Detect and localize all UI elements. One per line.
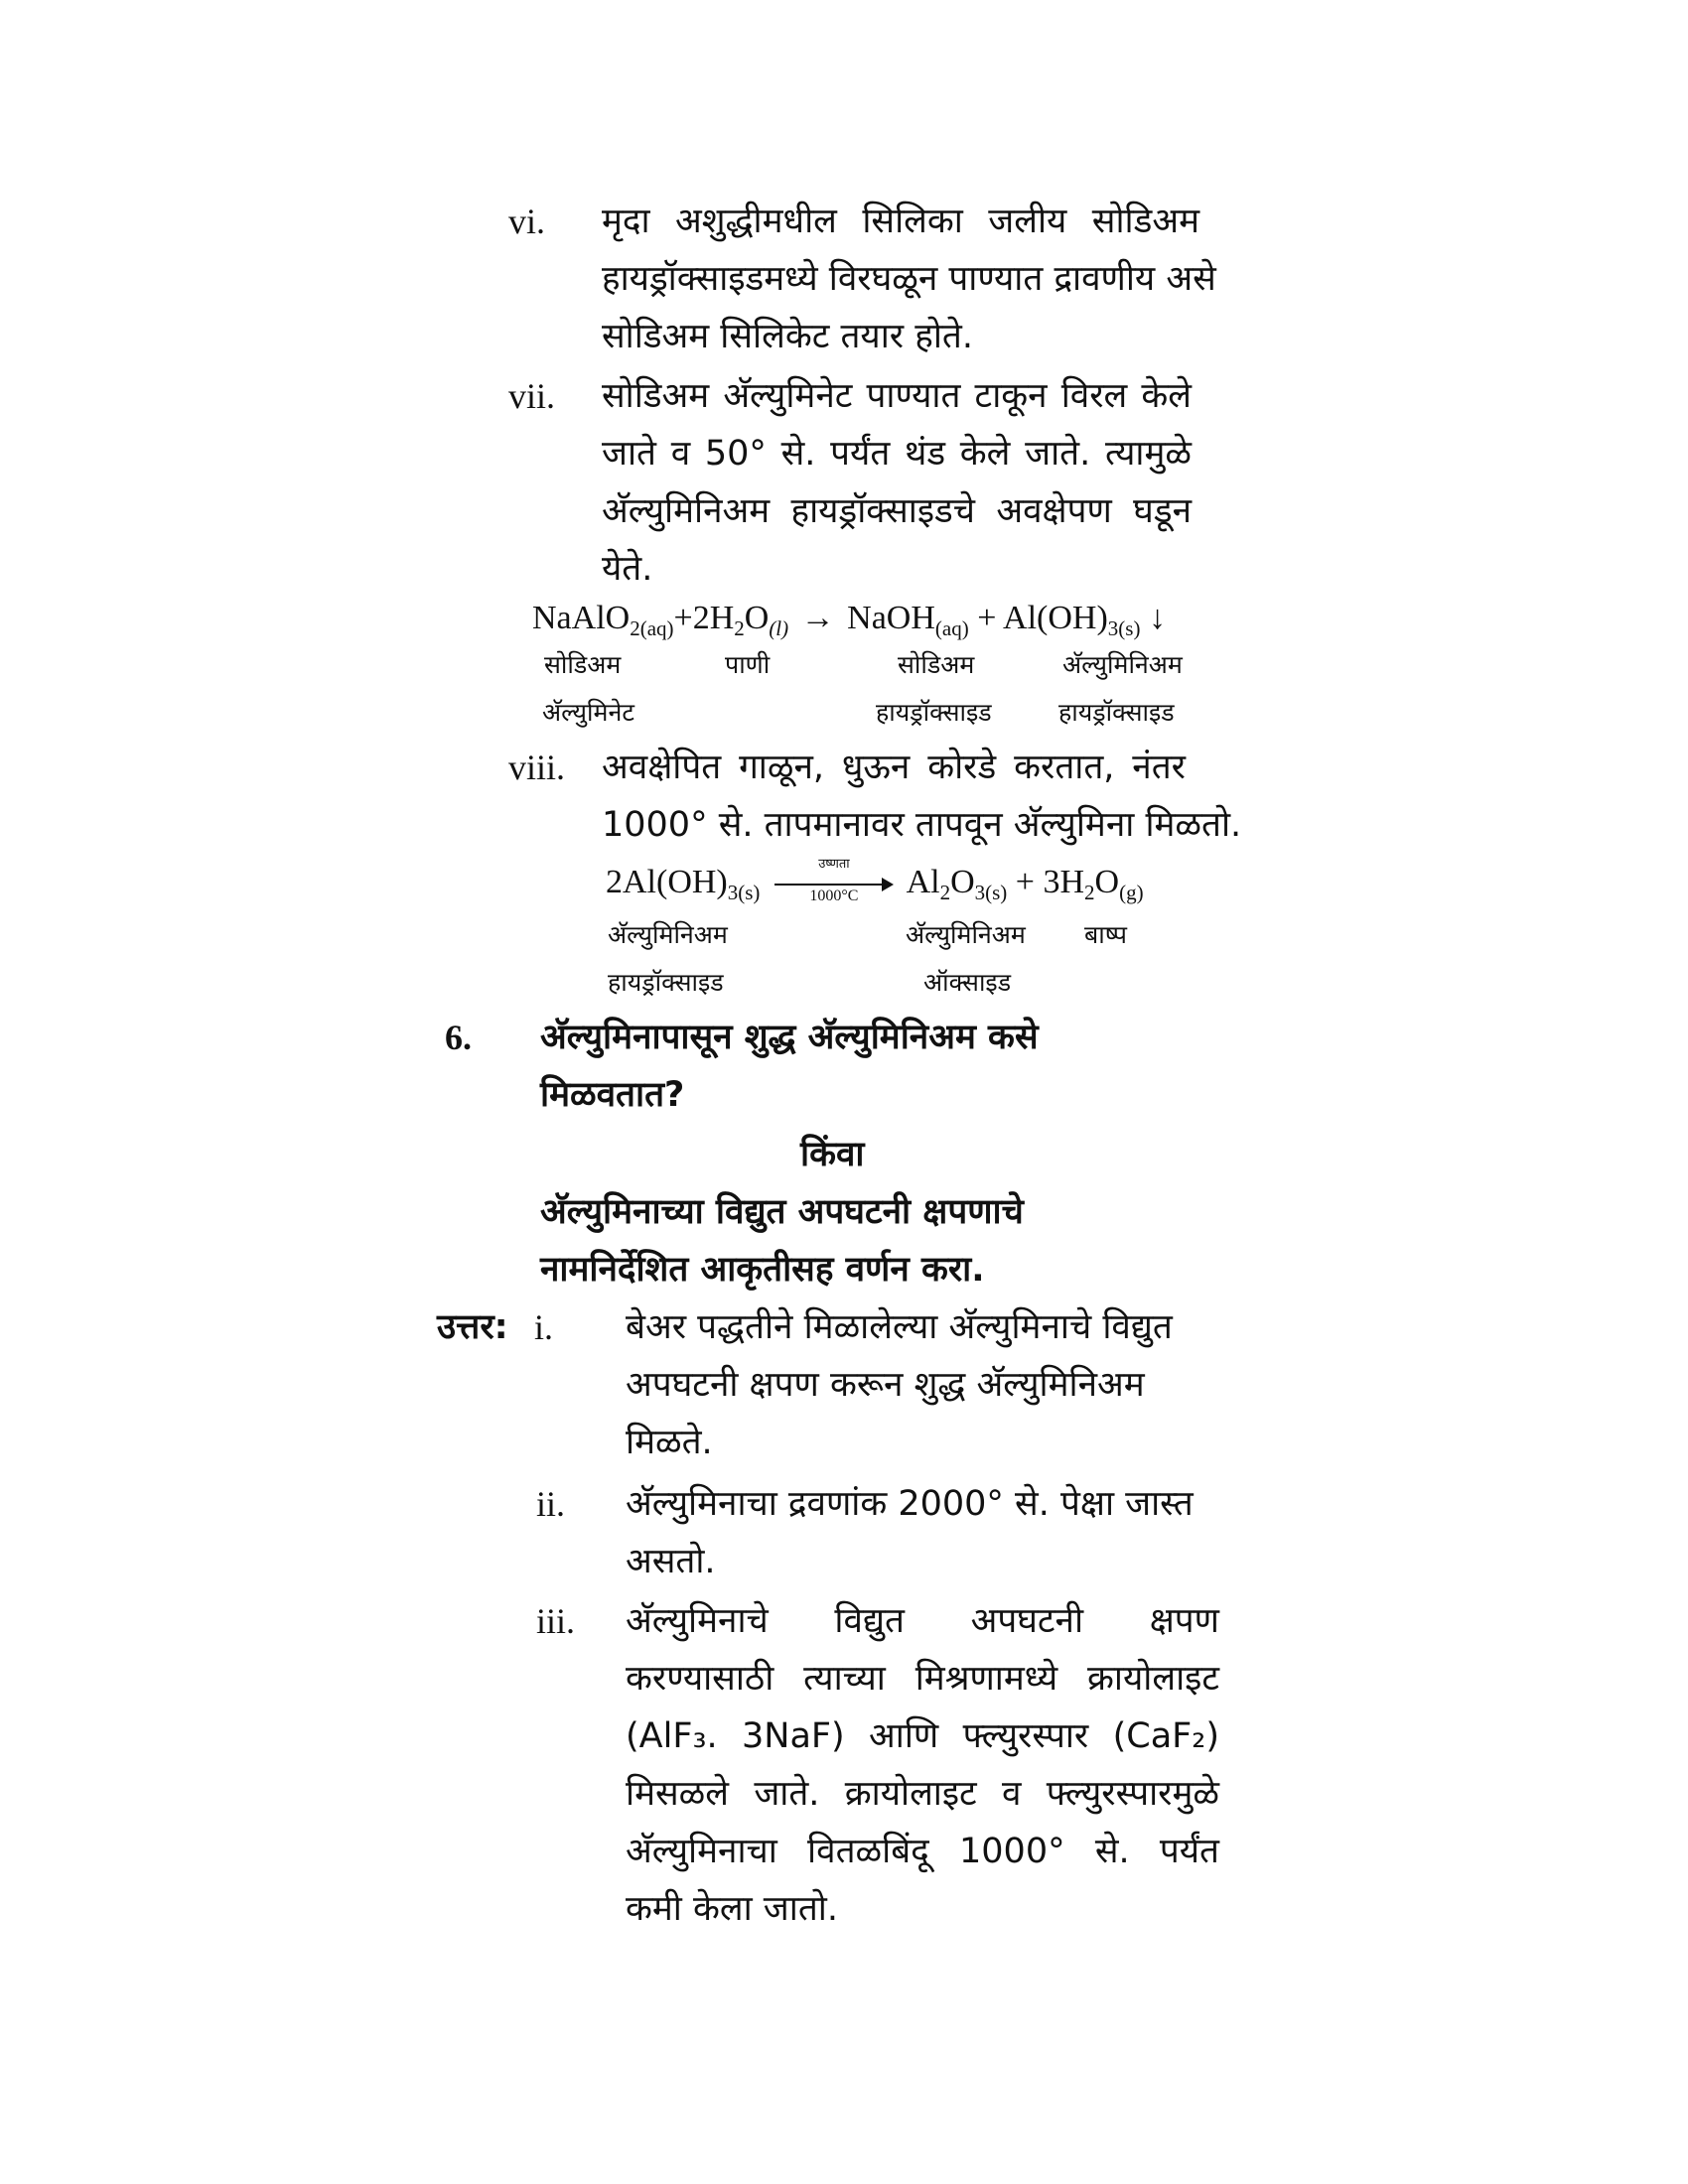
item-text-line: अपघटनी क्षपण करून शुद्ध अ‍ॅल्युमिनिअम xyxy=(626,1365,1145,1405)
precipitate-arrow-icon: ↓ xyxy=(1148,600,1166,636)
equation-formula: $2Al(OH)_{3(s)}$ उष्णता 1000°C $Al_2O_{3(s)} + 3H_2O_{(g)}$ xyxy=(606,857,1144,905)
item-marker: vii. xyxy=(508,376,556,416)
item-text-line: मिळते. xyxy=(626,1423,713,1462)
item-text-line: अ‍ॅल्युमिनाचा द्रवणांक 2000° से. पेक्षा जास्त xyxy=(626,1484,1194,1524)
reaction-arrow-icon: → xyxy=(800,600,835,636)
question-text-line: मिळवतात? xyxy=(540,1075,685,1115)
equation-label: अ‍ॅल्युमिनिअम xyxy=(1062,650,1183,679)
item-text-line: बेअर पद्धतीने मिळालेल्या अ‍ॅल्युमिनाचे विद्युत xyxy=(626,1307,1173,1347)
item-text-line: सोडिअम सिलिकेट तयार होते. xyxy=(602,317,973,356)
item-text-line: हायड्रॉक्साइडमध्ये विरघळून पाण्यात द्रावणीय असे xyxy=(602,259,1216,299)
item-text-line: अवक्षेपित गाळून, धुऊन कोरडे करतात, नंतर xyxy=(602,748,1186,787)
question-text-line: नामनिर्देशित आकृतीसह वर्णन करा. xyxy=(540,1250,985,1290)
item-text-line: असतो. xyxy=(626,1542,716,1581)
equation-label: हायड्रॉक्साइड xyxy=(608,968,724,997)
item-text-line: 1000° से. तापमानावर तापवून अ‍ॅल्युमिना मिळतो. xyxy=(602,805,1242,845)
equation-label: ऑक्साइड xyxy=(923,968,1012,997)
item-marker: iii. xyxy=(536,1601,576,1641)
item-marker: ii. xyxy=(536,1484,566,1524)
item-marker: vi. xyxy=(508,202,546,241)
equation-label: पाणी xyxy=(725,650,771,679)
reaction-arrow-icon: उष्णता 1000°C xyxy=(774,870,894,899)
item-text-line: अ‍ॅल्युमिनाचे विद्युत अपघटनी क्षपण xyxy=(626,1601,1219,1641)
item-text-line: करण्यासाठी त्याच्या मिश्रणामध्ये क्रायोलाइट xyxy=(626,1659,1219,1699)
item-marker: viii. xyxy=(508,748,566,787)
item-marker: i. xyxy=(534,1307,554,1347)
equation-label: अ‍ॅल्युमिनिअम xyxy=(906,920,1026,949)
equation-label: सोडिअम xyxy=(898,650,975,679)
equation-label: सोडिअम xyxy=(544,650,622,679)
equation-label: हायड्रॉक्साइड xyxy=(1058,698,1175,727)
item-text-line: अ‍ॅल्युमिनाचा वितळबिंदू 1000° से. पर्यंत xyxy=(626,1832,1219,1871)
or-separator: किंवा xyxy=(800,1135,865,1174)
question-text-line: अ‍ॅल्युमिनापासून शुद्ध अ‍ॅल्युमिनिअम कसे xyxy=(540,1018,1039,1057)
equation-formula: $NaAlO_{2(aq)}+2H_2O_{(l)}$ → NaOH$_{(aq)}$ + $Al(OH)_{3(s)}$ ↓ xyxy=(532,600,1166,640)
answer-label: उत्तर: xyxy=(437,1307,508,1347)
item-text-line: कमी केला जातो. xyxy=(626,1889,838,1929)
item-text-line: मिसळले जाते. क्रायोलाइट व फ्ल्युरस्पारमुळे xyxy=(626,1774,1219,1814)
item-text-line: मृदा अशुद्धीमधील सिलिका जलीय सोडिअम xyxy=(602,202,1199,241)
item-text-line: येते. xyxy=(602,549,653,589)
equation-label: बाष्प xyxy=(1084,920,1128,949)
item-text-line: अ‍ॅल्युमिनिअम हायड्रॉक्साइडचे अवक्षेपण घडून xyxy=(602,491,1192,531)
item-text-line: जाते व 50° से. पर्यंत थंड केले जाते. त्यामुळे xyxy=(602,434,1192,474)
item-text-line: (AlF₃. 3NaF) आणि फ्ल्युरस्पार (CaF₂) xyxy=(626,1716,1219,1756)
equation-label: अ‍ॅल्युमिनिअम xyxy=(608,920,728,949)
item-text-line: सोडिअम अ‍ॅल्युमिनेट पाण्यात टाकून विरल केले xyxy=(602,376,1192,416)
equation-label: हायड्रॉक्साइड xyxy=(876,698,992,727)
equation-label: अ‍ॅल्युमिनेट xyxy=(542,698,634,727)
question-text-line: अ‍ॅल्युमिनाच्या विद्युत अपघटनी क्षपणाचे xyxy=(540,1192,1024,1232)
question-number: 6. xyxy=(445,1018,472,1057)
